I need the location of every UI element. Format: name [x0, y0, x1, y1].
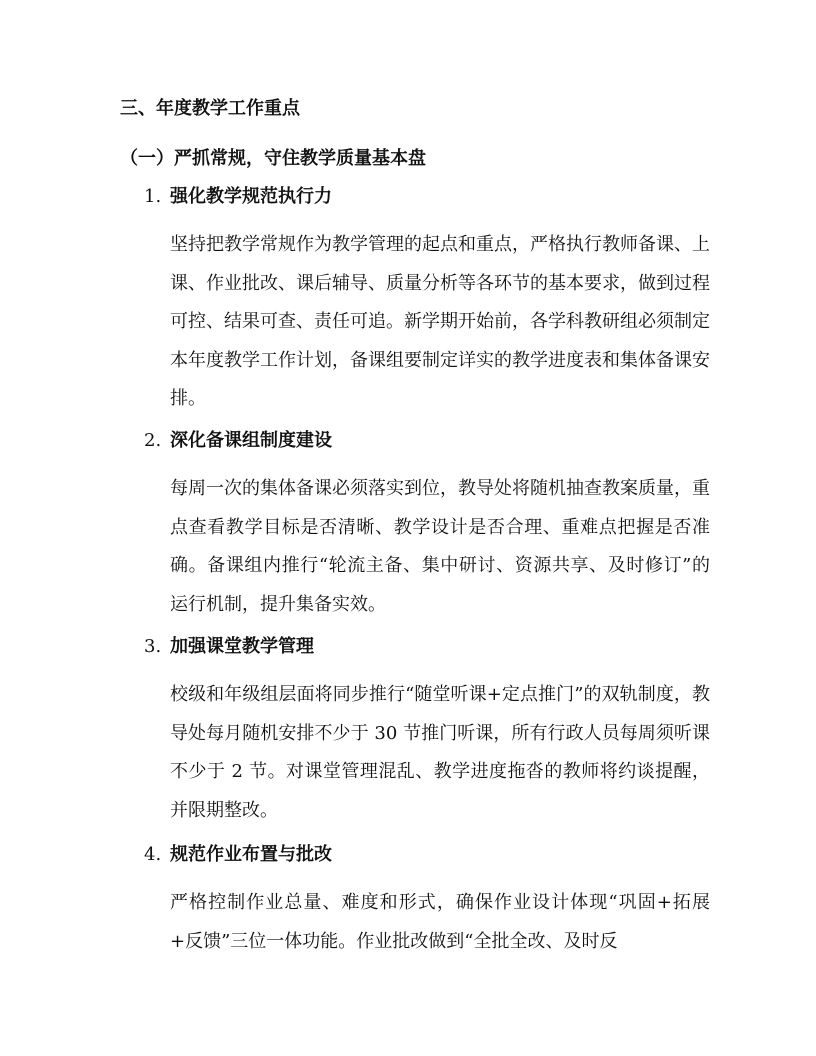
- item-body-2: 每周一次的集体备课必须落实到位，教导处将随机抽查教案质量，重点查看教学目标是否清晰、教学设计是否合理、重难点把握是否准确。备课组内推行“轮流主备、集中研讨、资源共享、及时修订”的运行机制，提升集备实效。: [170, 478, 710, 615]
- item-number: 4.: [144, 844, 162, 865]
- item-body-1: 坚持把教学常规作为教学管理的起点和重点，严格执行教师备课、上课、作业批改、课后辅导、质量分析等各环节的基本要求，做到过程可控、结果可查、责任可追。新学期开始前，各学科教研组必须制定本年度教学工作计划，备课组要制定详实的教学进度表和集体备课安排。: [170, 234, 710, 409]
- item-title-2: [144, 428, 332, 454]
- subsection-heading: （一）严抓常规，守住教学质量基本盘: [120, 148, 426, 169]
- item-number: 3.: [144, 636, 162, 657]
- item-heading: 加强课堂教学管理: [170, 636, 314, 657]
- item-heading: 强化教学规范执行力: [170, 186, 332, 207]
- item-heading: 深化备课组制度建设: [170, 430, 332, 451]
- item-title-4: [144, 842, 332, 868]
- item-body-4: 严格控制作业总量、难度和形式，确保作业设计体现“巩固+拓展+反馈”三位一体功能。作业批改做到“全批全改、及时反: [170, 892, 710, 952]
- item-title-1: [144, 184, 332, 210]
- item-number: 2.: [144, 430, 162, 451]
- item-title-3: [144, 634, 314, 660]
- section-heading: 三、年度教学工作重点: [120, 98, 300, 119]
- item-number: 1.: [144, 186, 162, 207]
- item-heading: 规范作业布置与批改: [170, 844, 332, 865]
- item-body-3: 校级和年级组层面将同步推行“随堂听课+定点推门”的双轨制度，教导处每月随机安排不少于 30 节推门听课，所有行政人员每周须听课不少于 2 节。对课堂管理混乱、教学进度拖沓的教师将约谈提醒，并限期整改。: [170, 684, 710, 821]
